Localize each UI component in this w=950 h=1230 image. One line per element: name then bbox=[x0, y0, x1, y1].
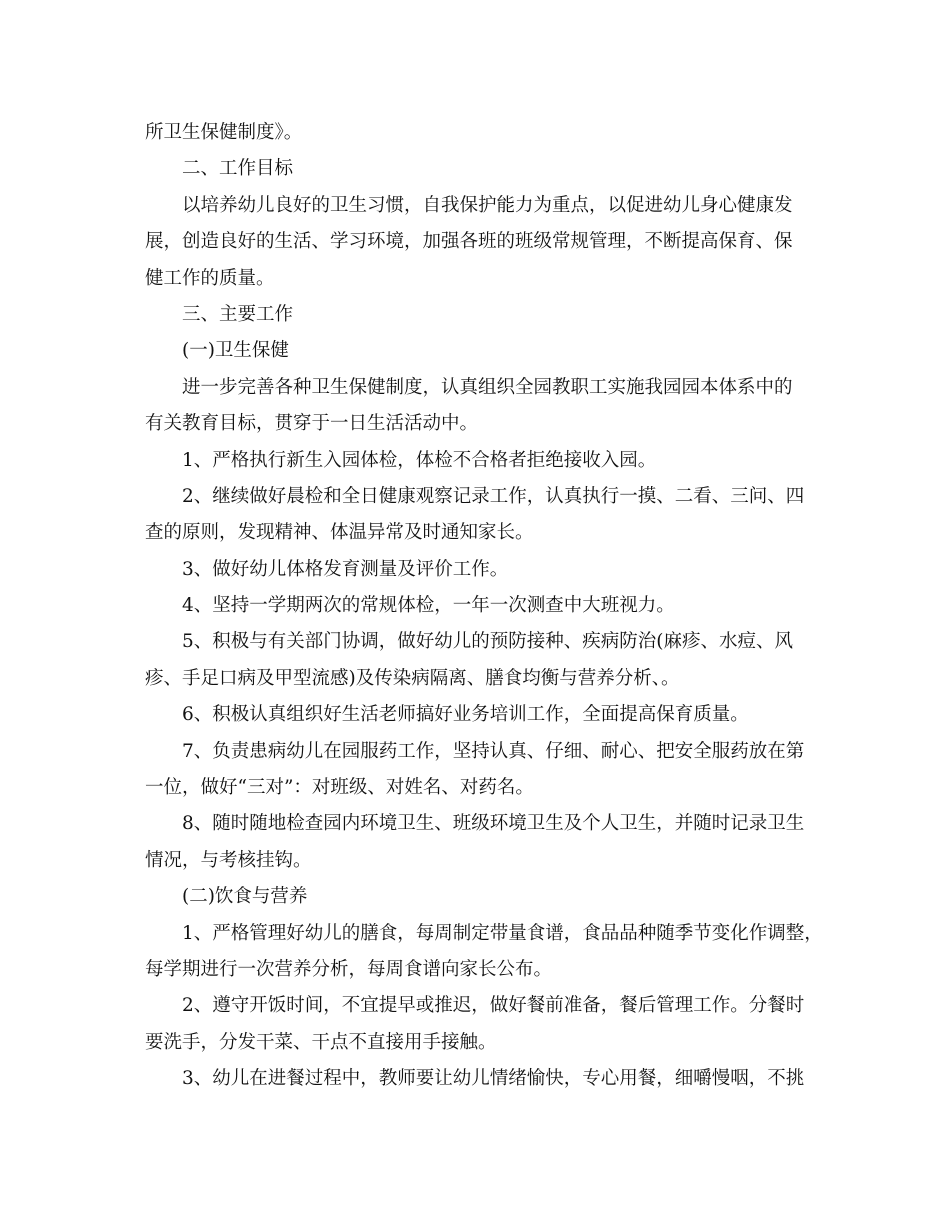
text-line: 查的原则，发现精神、体温异常及时通知家长。 bbox=[145, 522, 534, 544]
section-heading: 三、主要工作 bbox=[182, 303, 294, 325]
list-item: 3、做好幼儿体格发育测量及评价工作。 bbox=[182, 558, 509, 580]
subsection-heading: (二)饮食与营养 bbox=[182, 886, 308, 908]
text-line: 要洗手，分发干菜、干点不直接用手接触。 bbox=[145, 1031, 497, 1053]
list-item: 6、积极认真组织好生活老师搞好业务培训工作，全面提高保育质量。 bbox=[182, 704, 749, 726]
list-item: 7、负责患病幼儿在园服药工作，坚持认真、仔细、耐心、把安全服药放在第 bbox=[182, 740, 805, 762]
text-line: 以培养幼儿良好的卫生习惯，自我保护能力为重点，以促进幼儿身心健康发 bbox=[182, 194, 793, 216]
list-item: 3、幼儿在进餐过程中，教师要让幼儿情绪愉快，专心用餐，细嚼慢咽，不挑 bbox=[182, 1068, 805, 1090]
text-line: 展，创造良好的生活、学习环境，加强各班的班级常规管理，不断提高保育、保 bbox=[145, 231, 793, 253]
list-item: 2、遵守开饭时间，不宜提早或推迟，做好餐前准备，餐后管理工作。分餐时 bbox=[182, 995, 805, 1017]
list-item: 4、坚持一学期两次的常规体检，一年一次测查中大班视力。 bbox=[182, 595, 675, 617]
list-item: 1、严格执行新生入园体检，体检不合格者拒绝接收入园。 bbox=[182, 449, 657, 471]
list-item: 1、严格管理好幼儿的膳食，每周制定带量食谱，食品品种随季节变化作调整， bbox=[182, 922, 823, 944]
list-item: 8、随时随地检查园内环境卫生、班级环境卫生及个人卫生，并随时记录卫生 bbox=[182, 813, 805, 835]
list-item: 5、积极与有关部门协调，做好幼儿的预防接种、疾病防治(麻疹、水痘、风 bbox=[182, 631, 793, 653]
text-line: 一位，做好“三对”：对班级、对姓名、对药名。 bbox=[145, 777, 534, 799]
section-heading: 二、工作目标 bbox=[182, 158, 294, 180]
list-item: 2、继续做好晨检和全日健康观察记录工作，认真执行一摸、二看、三问、四 bbox=[182, 485, 805, 507]
document-body bbox=[145, 115, 823, 1098]
text-line: 每学期进行一次营养分析，每周食谱向家长公布。 bbox=[145, 958, 553, 980]
text-line: 有关教育目标，贯穿于一日生活活动中。 bbox=[145, 413, 479, 435]
text-line: 进一步完善各种卫生保健制度，认真组织全园教职工实施我园园本体系中的 bbox=[182, 376, 793, 398]
subsection-heading: (一)卫生保健 bbox=[182, 340, 289, 362]
text-line: 疹、手足口病及甲型流感)及传染病隔离、膳食均衡与营养分析、。 bbox=[145, 667, 680, 689]
text-line: 所卫生保健制度》。 bbox=[145, 122, 303, 143]
text-line: 情况，与考核挂钩。 bbox=[145, 849, 312, 871]
text-line: 健工作的质量。 bbox=[145, 267, 275, 289]
